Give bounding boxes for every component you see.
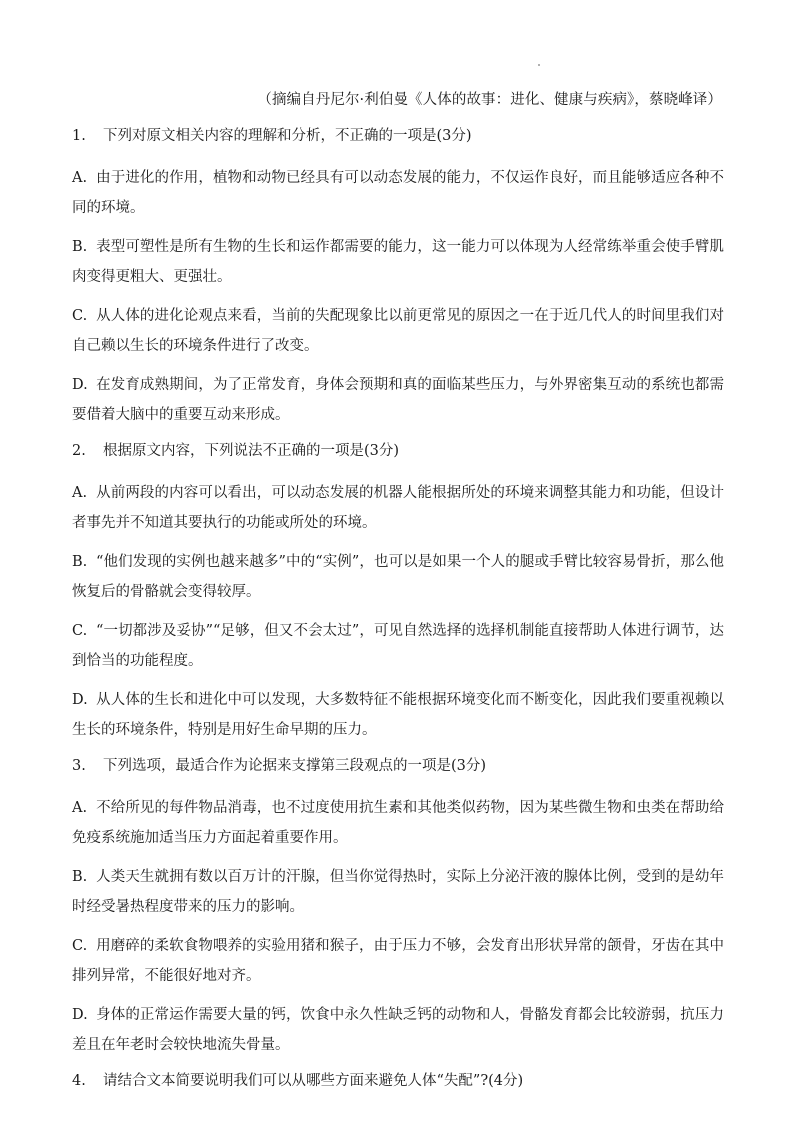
question-text: 请结合文本简要说明我们可以从哪些方面来避免人体“失配”?(4分) [103,1073,524,1089]
option-tag: A. [72,170,88,186]
option-tag: C. [72,623,88,639]
question-1-option-a [72,163,724,223]
option-tag: B. [72,869,88,885]
question-1-option-c [72,301,724,361]
option-text: “一切都涉及妥协”“足够，但又不会太过”，可见自然选择的选择机制能直接帮助人体进行调节，达到恰当的功能程度。 [72,623,724,669]
question-3-option-c [72,931,724,991]
option-tag: C. [72,938,88,954]
question-3-option-a [72,793,724,853]
question-2-option-c [72,616,724,676]
option-text: 表型可塑性是所有生物的生长和运作都需要的能力，这一能力可以体现为人经常练举重会使手臂肌肉变得更粗大、更强壮。 [72,239,724,285]
option-tag: A. [72,485,88,501]
option-text: “他们发现的实例也越来越多”中的“实例”，也可以是如果一个人的腿或手臂比较容易骨折，那么他恢复后的骨骼就会变得较厚。 [72,554,724,600]
question-1-option-b [72,232,724,292]
option-tag: D. [72,1007,88,1023]
question-number: 2. [72,443,86,459]
option-text: 从前两段的内容可以看出，可以动态发展的机器人能根据所处的环境来调整其能力和功能，但设计者事先并不知道其要执行的功能或所处的环境。 [72,485,724,531]
question-text: 根据原文内容，下列说法不正确的一项是(3分) [103,443,400,459]
question-2-option-a [72,478,724,538]
questions-section [72,124,724,1108]
option-tag: B. [72,554,88,570]
option-text: 从人体的进化论观点来看，当前的失配现象比以前更常见的原因之一在于近几代人的时间里我们对自己赖以生长的环境条件进行了改变。 [72,308,724,354]
question-1-option-d [72,370,724,430]
question-2-option-d [72,685,724,745]
question-number: 1. [72,128,86,144]
option-text: 身体的正常运作需要大量的钙，饮食中永久性缺乏钙的动物和人，骨骼发育都会比较游弱，抗压力差且在年老时会较快地流失骨量。 [72,1007,724,1053]
question-number: 4. [72,1073,86,1089]
option-tag: A. [72,800,88,816]
question-text: 下列选项，最适合作为论据来支撑第三段观点的一项是(3分) [103,758,487,774]
option-text: 人类天生就拥有数以百万计的汗腺，但当你觉得热时，实际上分泌汗液的腺体比例，受到的是幼年时经受暑热程度带来的压力的影响。 [72,869,724,915]
source-citation: （摘编自丹尼尔·利伯曼《人体的故事：进化、健康与疾病》，蔡晓峰译） [257,92,722,108]
question-text: 下列对原文相关内容的理解和分析，不正确的一项是(3分) [103,128,472,144]
question-3-option-b [72,862,724,922]
question-3-option-d [72,1000,724,1060]
question-2-option-b [72,547,724,607]
question-number: 3. [72,758,86,774]
option-text: 在发育成熟期间，为了正常发育，身体会预期和真的面临某些压力，与外界密集互动的系统也都需要借着大脑中的重要互动来形成。 [72,377,724,423]
question-1-stem [72,124,724,148]
option-text: 由于进化的作用，植物和动物已经具有可以动态发展的能力，不仅运作良好，而且能够适应各种不同的环境。 [72,170,724,216]
page-mark [538,64,540,66]
option-text: 用磨碎的柔软食物喂养的实验用猪和猴子，由于压力不够，会发育出形状异常的颌骨，牙齿在其中排列异常，不能很好地对齐。 [72,938,724,984]
option-tag: D. [72,692,88,708]
question-2-stem [72,439,724,463]
option-text: 不给所见的每件物品消毒，也不过度使用抗生素和其他类似药物，因为某些微生物和虫类在帮助给免疫系统施加适当压力方面起着重要作用。 [72,800,724,846]
question-4-stem [72,1069,724,1093]
option-tag: D. [72,377,88,393]
question-3-stem [72,754,724,778]
option-tag: C. [72,308,88,324]
option-tag: B. [72,239,88,255]
option-text: 从人体的生长和进化中可以发现，大多数特征不能根据环境变化而不断变化，因此我们要重视赖以生长的环境条件，特别是用好生命早期的压力。 [72,692,724,738]
